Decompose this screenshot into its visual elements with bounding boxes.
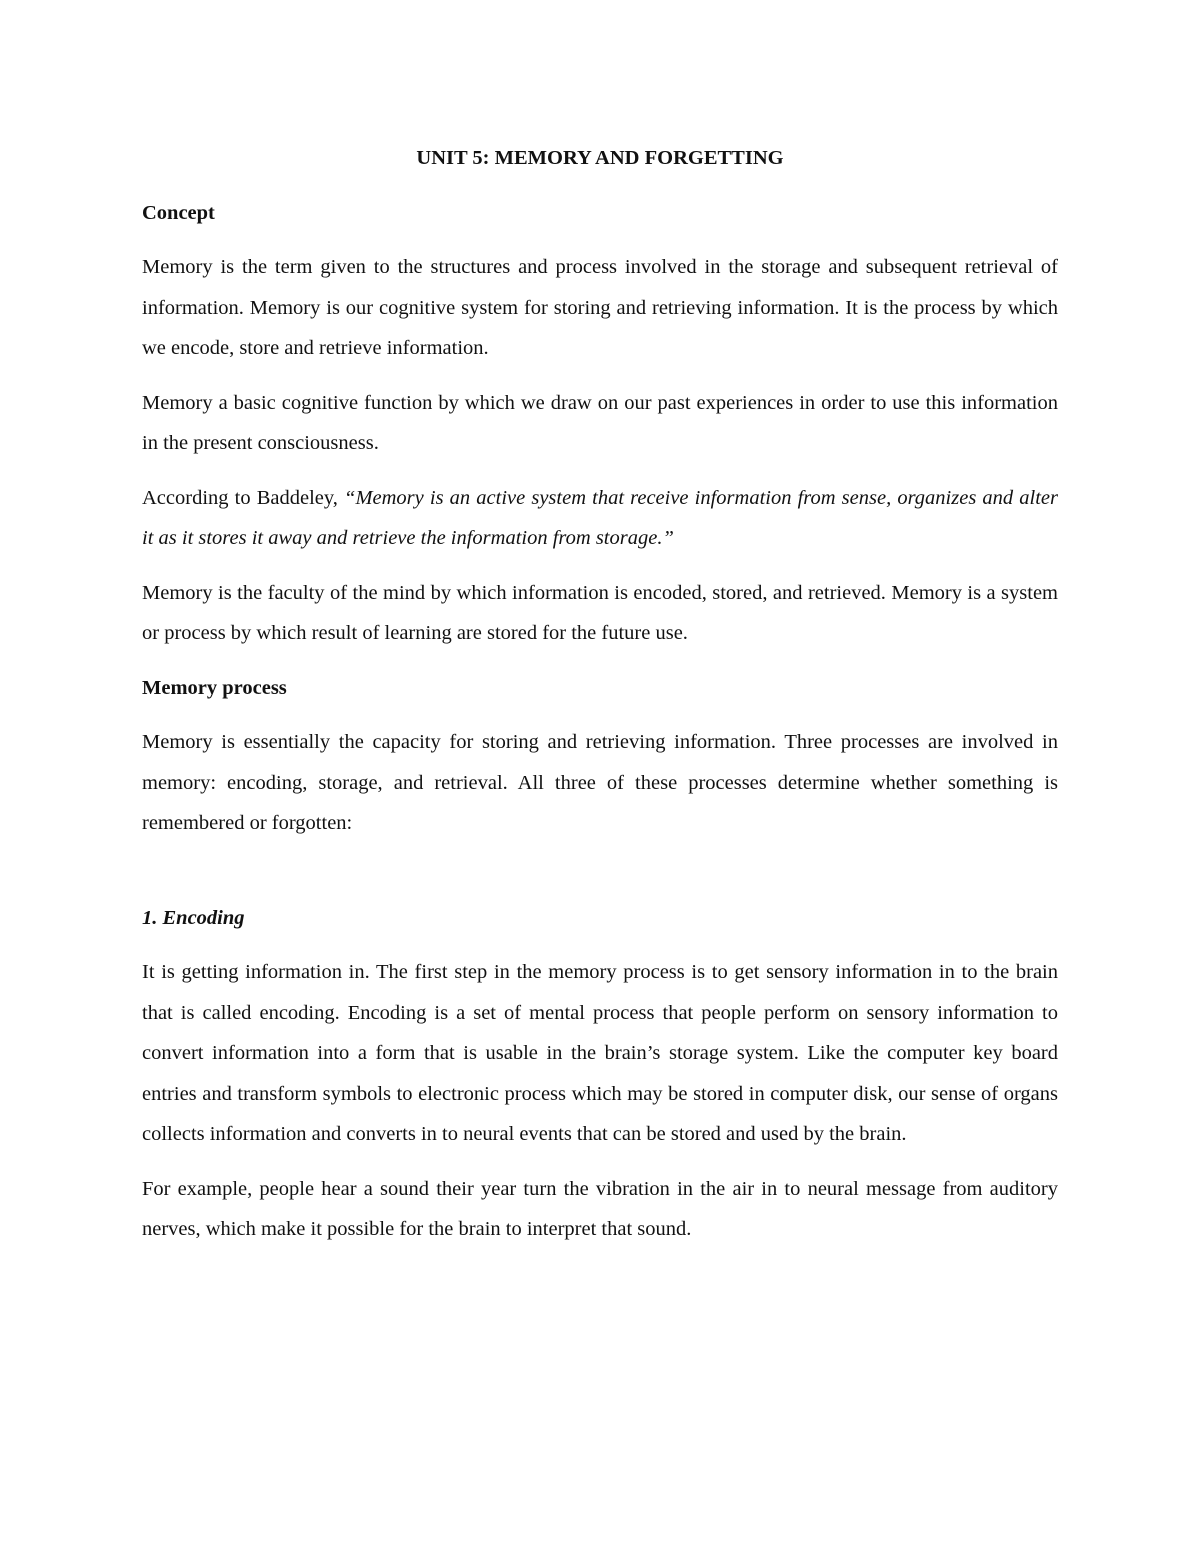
baddeley-quote: “Memory is an active system that receive information from sense, organizes and alter it as it stores it away and retrieve the information from storage.” bbox=[142, 486, 1058, 549]
encoding-heading: 1. Encoding bbox=[142, 906, 245, 929]
concept-heading: Concept bbox=[142, 201, 215, 224]
memory-process-heading: Memory process bbox=[142, 676, 287, 699]
document-body bbox=[142, 138, 1058, 1264]
concept-paragraph-4: Memory is the faculty of the mind by which information is encoded, stored, and retrieved. Memory is a system or process by which result of learning are stored for the future use. bbox=[142, 581, 1058, 644]
page-title: UNIT 5: MEMORY AND FORGETTING bbox=[416, 147, 784, 169]
concept-paragraph-3 bbox=[142, 478, 1058, 559]
encoding-paragraph-1: It is getting information in. The first step in the memory process is to get sensory information in to the brain that is called encoding. Encoding is a set of mental process that people perform on sensory information to convert information into a form that is usable in the brain’s storage system. Like the computer key board entries and transform symbols to electronic process which may be stored in computer disk, our sense of organs collects information and converts in to neural events that can be stored and used by the brain. bbox=[142, 961, 1058, 1145]
memory-process-paragraph: Memory is essentially the capacity for storing and retrieving information. Three processes are involved in memory: encoding, storage, and retrieval. All three of these processes determine whether something is remembered or forgotten: bbox=[142, 731, 1058, 834]
concept-paragraph-1: Memory is the term given to the structures and process involved in the storage and subsequent retrieval of information. Memory is our cognitive system for storing and retrieving information. It is the process by which we encode, store and retrieve information. bbox=[142, 256, 1058, 359]
concept-paragraph-2: Memory a basic cognitive function by which we draw on our past experiences in order to use this information in the present consciousness. bbox=[142, 391, 1058, 454]
spacer bbox=[142, 858, 1058, 898]
baddeley-lead: According to Baddeley, bbox=[142, 486, 345, 509]
encoding-paragraph-2: For example, people hear a sound their year turn the vibration in the air in to neural message from auditory nerves, which make it possible for the brain to interpret that sound. bbox=[142, 1177, 1058, 1240]
